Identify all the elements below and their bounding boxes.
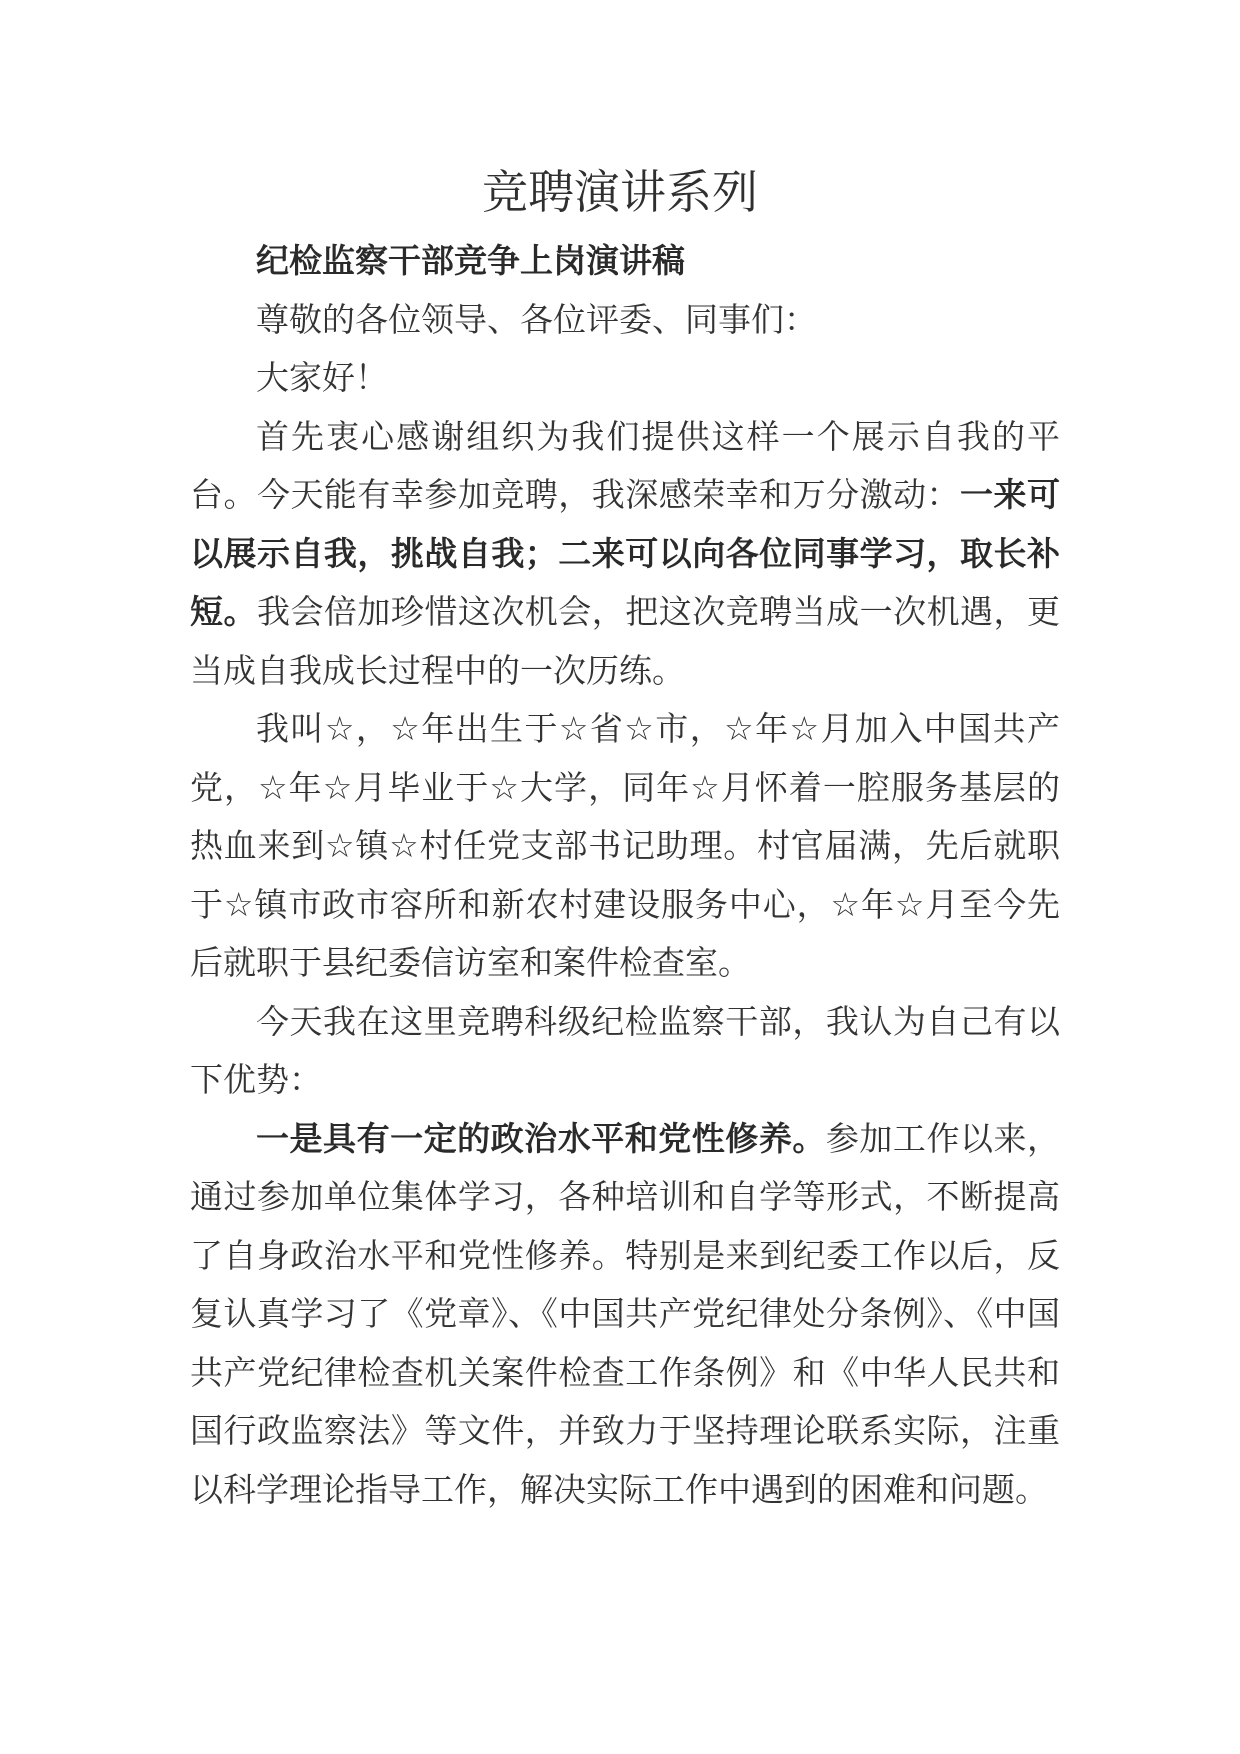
paragraph-gratitude-lead: 首先衷心感谢组织为我们提供这样一个展示自我的平台。今天能有幸参加竞聘，我深感荣幸和万分激动： (190, 416, 1060, 514)
paragraph-advantages-intro: 今天我在这里竞聘科级纪检监察干部，我认为自己有以下优势： (190, 1001, 1060, 1099)
salutation: 尊敬的各位领导、各位评委、同事们： (256, 299, 817, 339)
paragraph-self-introduction: 我叫☆，☆年出生于☆省☆市，☆年☆月加入中国共产党，☆年☆月毕业于☆大学，同年☆月怀着一腔服务基层的热血来到☆镇☆村任党支部书记助理。村官届满，先后就职于☆镇市政市容所和新农村建设服务中心，☆年☆月至今先后就职于县纪委信访室和案件检查室。 (190, 709, 1060, 982)
greeting: 大家好！ (256, 358, 388, 397)
paragraph-gratitude-tail: 我会倍加珍惜这次机会，把这次竞聘当成一次机遇，更当成自我成长过程中的一次历练。 (190, 592, 1061, 690)
paragraph-advantage-one-tail: 参加工作以来，通过参加单位集体学习，各种培训和自学等形式，不断提高了自身政治水平和党性修养。特别是来到纪委工作以后，反复认真学习了《党章》、《中国共产党纪律处分条例》、《中国共产党纪律检查机关案件检查工作条例》和《中华人民共和国行政监察法》等文件，并致力于坚持理论联系实际，注重以科学理论指导工作，解决实际工作中遇到的困难和问题。 (190, 1118, 1061, 1509)
paragraph-gratitude-emphasis: 一来可以展示自我，挑战自我；二来可以向各位同事学习，取长补短。 (190, 475, 1061, 631)
speech-title: 纪检监察干部竞争上岗演讲稿 (256, 241, 685, 280)
paragraph-advantage-one (190, 1110, 1060, 1520)
document-body (190, 232, 1060, 1519)
series-title: 竞聘演讲系列 (482, 165, 758, 219)
paragraph-advantage-one-emphasis: 一是具有一定的政治水平和党性修养。 (256, 1118, 826, 1158)
paragraph-gratitude (190, 408, 1060, 701)
